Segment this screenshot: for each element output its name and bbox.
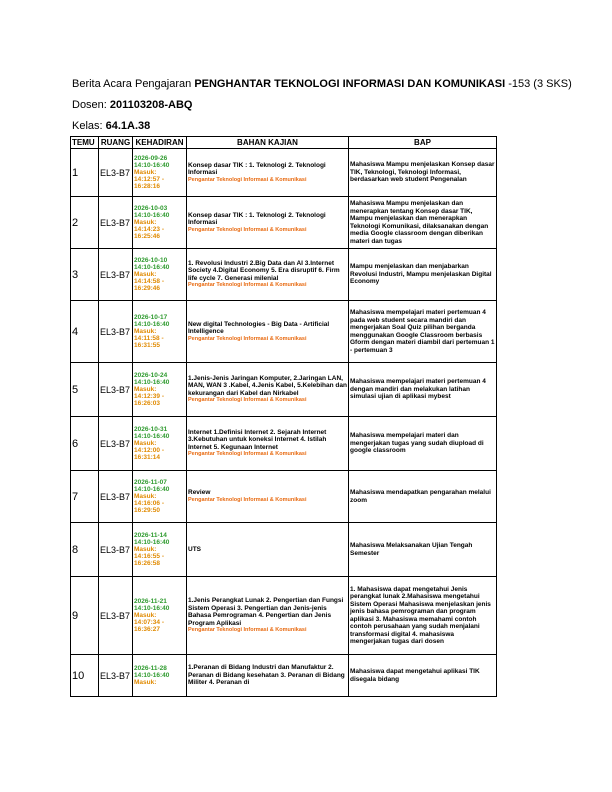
col-header-bahan-kajian: BAHAN KAJIAN (187, 137, 349, 149)
bap-cell: Mahasiswa mendapatkan pengarahan melalui zoom (349, 471, 497, 523)
room-cell: EL3-B7 (99, 149, 133, 197)
bap-cell: Mahasiswa mempelajari materi pertemuan 4 dengan mandiri dan melakukan latihan simulasi ujian di aplikasi mybest (349, 363, 497, 417)
material-text: UTS (188, 545, 201, 553)
meeting-date: 2026-10-31 (134, 426, 168, 433)
table-row (71, 577, 497, 655)
meeting-time: 14:10-16:40 (134, 433, 170, 440)
room-cell: EL3-B7 (99, 249, 133, 301)
course-reference: Pengantar Teknologi Informasi & Komunikasi (188, 397, 307, 404)
table-row (71, 471, 497, 523)
bap-cell: Mahasiswa dapat mengetahui aplikasi TIK disegala bidang (349, 655, 497, 697)
bap-cell: Mahasiswa mempelajari materi pertemuan 4 pada web student secara mandiri dan mengerjakan Soal Quiz pilihan berganda menggunakan Google Classroom berbasis Gform dengan materi diambil dari pertemuan 1 - pertemuan 3 (349, 301, 497, 363)
room-cell: EL3-B7 (99, 655, 133, 697)
bap-cell: Mahasiswa mempelajari materi dan mengerjakan tugas yang sudah diupload di google classroom (349, 417, 497, 471)
masuk-label: Masuk: (134, 546, 157, 553)
attendance-cell (133, 301, 187, 363)
meeting-number: 1 (71, 149, 99, 197)
course-reference: Pengantar Teknologi Informasi & Komunikasi (188, 335, 307, 342)
masuk-label: Masuk: (134, 612, 157, 619)
material-text: New digital Technologies - Big Data - Artificial Intelligence (188, 320, 330, 335)
bap-cell: Mampu menjelaskan dan menjabarkan Revolusi Industri, Mampu menjelaskan Digital Economy (349, 249, 497, 301)
masuk-label: Masuk: (134, 440, 157, 447)
material-cell (187, 523, 349, 577)
course-reference: Pengantar Teknologi Informasi & Komunikasi (188, 282, 307, 289)
masuk-label: Masuk: (134, 328, 157, 335)
meeting-time: 14:10-16:40 (134, 264, 170, 271)
masuk-label: Masuk: (134, 219, 157, 226)
attendance-cell (133, 523, 187, 577)
material-text: 1.Jenis Perangkat Lunak 2. Pengertian dan Fungsi Sistem Operasi 3. Pengertian dan Jenis-jenis Bahasa Pemrograman 4. Pengertian dan Jenis Program Aplikasi (188, 597, 344, 627)
course-code: -153 (3 SKS) (505, 78, 572, 90)
meeting-number: 6 (71, 417, 99, 471)
table-header-row (71, 137, 497, 149)
material-cell (187, 471, 349, 523)
header-prefix: Berita Acara Pengajaran (72, 78, 195, 90)
kelas-value: 64.1A.38 (105, 120, 151, 132)
masuk-time: 14:11:58 - 16:31:55 (134, 335, 164, 349)
material-cell (187, 363, 349, 417)
material-cell (187, 577, 349, 655)
header-dosen-line (72, 98, 192, 112)
meeting-number: 5 (71, 363, 99, 417)
material-text: Internet 1.Definisi Internet 2. Sejarah Internet 3.Kebutuhan untuk koneksi Internet 4. Istilah Internet 5. Kegunaan Internet (188, 428, 327, 451)
col-header-bap: BAP (349, 137, 497, 149)
attendance-cell (133, 417, 187, 471)
masuk-label: Masuk: (134, 493, 157, 500)
meeting-number: 8 (71, 523, 99, 577)
dosen-label: Dosen: (72, 99, 110, 111)
masuk-time: 14:16:55 - 16:26:58 (134, 553, 164, 567)
material-cell (187, 417, 349, 471)
meeting-date: 2026-09-26 (134, 155, 168, 162)
meeting-date: 2026-11-21 (134, 598, 167, 605)
room-cell: EL3-B7 (99, 523, 133, 577)
meeting-date: 2026-11-14 (134, 532, 167, 539)
table-row (71, 149, 497, 197)
meeting-time: 14:10-16:40 (134, 605, 170, 612)
room-cell: EL3-B7 (99, 363, 133, 417)
attendance-cell (133, 149, 187, 197)
attendance-cell (133, 471, 187, 523)
material-cell (187, 149, 349, 197)
meeting-date: 2026-10-17 (134, 314, 168, 321)
meeting-time: 14:10-16:40 (134, 539, 170, 546)
kelas-label: Kelas: (72, 120, 106, 132)
meeting-time: 14:10-16:40 (134, 321, 170, 328)
table-row (71, 655, 497, 697)
bap-table (70, 136, 497, 697)
attendance-cell (133, 655, 187, 697)
meeting-number: 2 (71, 197, 99, 249)
masuk-time: 14:16:06 - 16:29:50 (134, 500, 164, 514)
meeting-date: 2026-10-24 (134, 372, 168, 379)
meeting-time: 14:10-16:40 (134, 672, 170, 679)
attendance-cell (133, 363, 187, 417)
table-row (71, 417, 497, 471)
course-reference: Pengantar Teknologi Informasi & Komunikasi (188, 176, 307, 183)
bap-cell: Mahasiswa Mampu menjelaskan dan menerapkan tentang Konsep dasar TIK, Mampu menjelaskan dan menerapkan Teknologi Komunikasi, dilaksanakan dengan media Google classroom dengan diberikan materi dan tugas (349, 197, 497, 249)
table-row (71, 197, 497, 249)
masuk-label: Masuk: (134, 679, 157, 686)
room-cell: EL3-B7 (99, 577, 133, 655)
attendance-cell (133, 577, 187, 655)
masuk-label: Masuk: (134, 386, 157, 393)
meeting-number: 10 (71, 655, 99, 697)
masuk-time: 14:14:58 - 16:29:46 (134, 278, 164, 292)
room-cell: EL3-B7 (99, 417, 133, 471)
meeting-number: 7 (71, 471, 99, 523)
bap-cell: Mahasiswa Mampu menjelaskan Konsep dasar TIK, Teknologi, Teknologi Informasi, berdasarkan web student Pengenalan (349, 149, 497, 197)
masuk-label: Masuk: (134, 169, 157, 176)
meeting-number: 3 (71, 249, 99, 301)
meeting-date: 2026-11-28 (134, 665, 167, 672)
material-text: 1.Jenis-Jenis Jaringan Komputer, 2.Jaringan LAN, MAN, WAN 3 .Kabel, 4.Jenis Kabel, 5.Kelebihan dan kekurangan dari Kabel dan Nirkabel (188, 374, 347, 397)
header-course-line (72, 77, 572, 91)
masuk-time: 14:14:23 - 16:25:46 (134, 226, 164, 240)
masuk-time: 14:12:00 - 16:31:14 (134, 447, 164, 461)
material-text: 1.Peranan di Bidang Industri dan Manufaktur 2. Peranan di Bidang kesehatan 3. Peranan di Bidang Militer 4. Peranan di (188, 664, 345, 687)
material-text: 1. Revolusi Industri 2.Big Data dan AI 3.Internet Society 4.Digital Economy 5. Era disruptif 6. Firm life cycle 7. Generasi milenial (188, 259, 340, 282)
col-header-kehadiran: KEHADIRAN (133, 137, 187, 149)
room-cell: EL3-B7 (99, 471, 133, 523)
col-header-ruang: RUANG (99, 137, 133, 149)
room-cell: EL3-B7 (99, 197, 133, 249)
material-cell (187, 655, 349, 697)
material-text: Konsep dasar TIK : 1. Teknologi 2. Teknologi Informasi (188, 211, 326, 226)
attendance-cell (133, 197, 187, 249)
material-cell (187, 249, 349, 301)
meeting-time: 14:10-16:40 (134, 379, 170, 386)
meeting-number: 4 (71, 301, 99, 363)
meeting-time: 14:10-16:40 (134, 486, 170, 493)
masuk-time: 14:12:57 - 16:28:16 (134, 176, 164, 190)
material-cell (187, 197, 349, 249)
course-reference: Pengantar Teknologi Informasi & Komunikasi (188, 496, 307, 503)
material-cell (187, 301, 349, 363)
table-row (71, 301, 497, 363)
meeting-number: 9 (71, 577, 99, 655)
bap-cell: Mahasiswa Melaksanakan Ujian Tengah Semester (349, 523, 497, 577)
meeting-date: 2026-10-10 (134, 257, 168, 264)
bap-cell: 1. Mahasiswa dapat mengetahui Jenis perangkat lunak 2.Mahasiswa mengetahui Sistem Operasi Mahasiswa menjelaskan jenis jenis bahasa pemrograman dan program aplikasi 3. Mahasiswa memahami contoh contoh perusahaan yang sudah menjalani transformasi digital 4. mahasiswa mengerjakan tugas dari dosen (349, 577, 497, 655)
course-reference: Pengantar Teknologi Informasi & Komunikasi (188, 451, 307, 458)
col-header-temu: TEMU (71, 137, 99, 149)
meeting-time: 14:10-16:40 (134, 162, 170, 169)
room-cell: EL3-B7 (99, 301, 133, 363)
material-text: Konsep dasar TIK : 1. Teknologi 2. Teknologi Informasi (188, 161, 326, 176)
table-row (71, 249, 497, 301)
course-title: PENGHANTAR TEKNOLOGI INFORMASI DAN KOMUNIKASI (194, 78, 506, 90)
dosen-value: 201103208-ABQ (109, 99, 193, 111)
course-reference: Pengantar Teknologi Informasi & Komunikasi (188, 627, 307, 633)
material-text: Review (188, 489, 211, 497)
attendance-cell (133, 249, 187, 301)
header-kelas-line (72, 119, 150, 133)
course-reference: Pengantar Teknologi Informasi & Komunikasi (188, 226, 307, 233)
table-row (71, 523, 497, 577)
meeting-time: 14:10-16:40 (134, 212, 170, 219)
masuk-time: 14:07:34 - 16:36:27 (134, 619, 164, 633)
meeting-date: 2026-11-07 (134, 479, 167, 486)
table-row (71, 363, 497, 417)
masuk-label: Masuk: (134, 271, 157, 278)
masuk-time: 14:12:39 - 16:26:03 (134, 393, 164, 407)
meeting-date: 2026-10-03 (134, 205, 168, 212)
